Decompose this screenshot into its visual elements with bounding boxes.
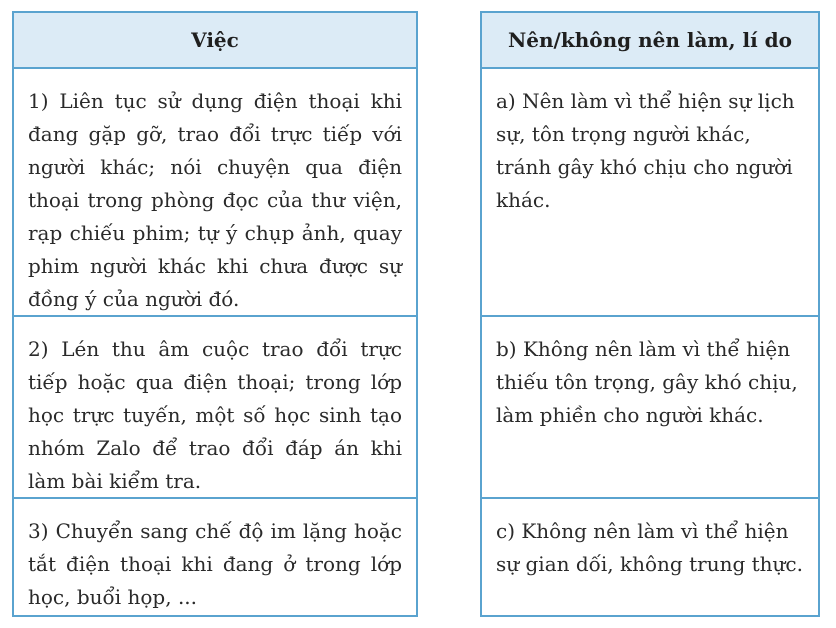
activity-item-2-text: 2) Lén thu âm cuộc trao đổi trực tiếp hoặc qua điện thoại; trong lớp học trực tuyến, một số học sinh tạo nhóm Zalo để trao đổi đáp án khi làm bài kiểm tra. [28, 337, 402, 493]
evaluation-item-b-text: b) Không nên làm vì thể hiện thiếu tôn trọng, gây khó chịu, làm phiền cho người khác. [496, 337, 798, 427]
activity-item-3-text: 3) Chuyển sang chế độ im lặng hoặc tắt điện thoại khi đang ở trong lớp học, buổi họp, ... [28, 519, 402, 609]
activities-column [12, 11, 418, 617]
activities-header: Việc [14, 13, 416, 69]
evaluation-column [480, 11, 820, 617]
activity-item-1 [14, 69, 416, 317]
evaluation-item-a-text: a) Nên làm vì thể hiện sự lịch sự, tôn trọng người khác, tránh gây khó chịu cho người khác. [496, 89, 795, 212]
evaluation-header: Nên/không nên làm, lí do [482, 13, 818, 69]
evaluation-item-a [482, 69, 818, 317]
activity-item-3 [14, 499, 416, 617]
evaluation-item-c-text: c) Không nên làm vì thể hiện sự gian dối, không trung thực. [496, 519, 803, 576]
activity-item-1-text: 1) Liên tục sử dụng điện thoại khi đang gặp gỡ, trao đổi trực tiếp với người khác; nói chuyện qua điện thoại trong phòng đọc của thư viện, rạp chiếu phim; tự ý chụp ảnh, quay phim người khác khi chưa được sự đồng ý của người đó. [28, 89, 402, 311]
activity-item-2 [14, 317, 416, 499]
evaluation-item-b [482, 317, 818, 499]
evaluation-item-c [482, 499, 818, 617]
